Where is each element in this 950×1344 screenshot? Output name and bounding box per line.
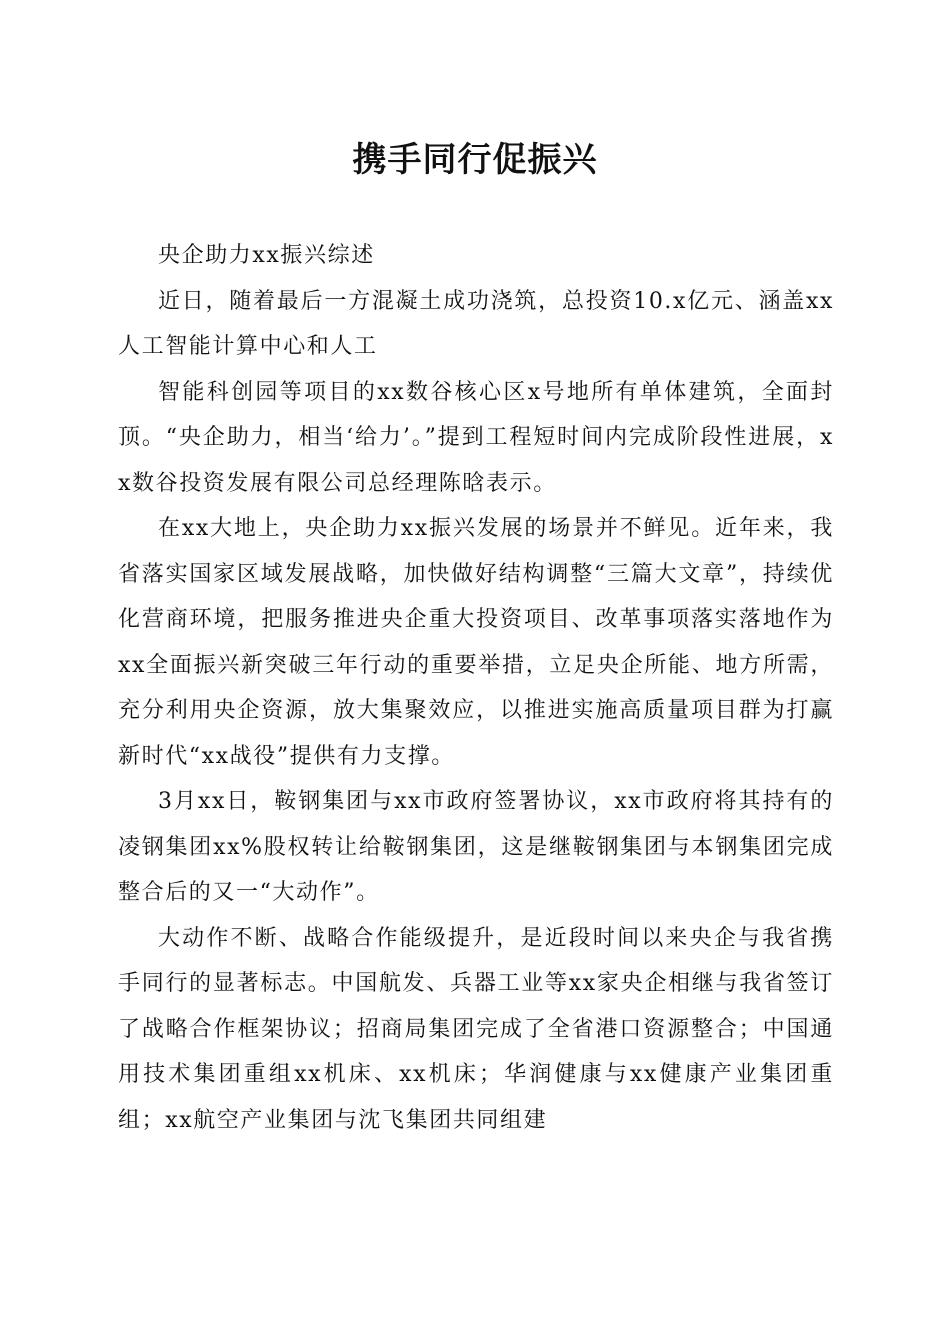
- paragraph: 在xx大地上，央企助力xx振兴发展的场景并不鲜见。近年来，我省落实国家区域发展战略，加快做好结构调整“三篇大文章”，持续优化营商环境，把服务推进央企重大投资项目、改革事项落实落地作为xx全面振兴新突破三年行动的重要举措，立足央企所能、地方所需，充分利用央企资源，放大集聚效应，以推进实施高质量项目群为打赢新时代“xx战役”提供有力支撑。: [118, 516, 834, 769]
- document-title: 携手同行促振兴: [352, 140, 598, 180]
- document-body: [118, 233, 834, 1143]
- paragraph: 大动作不断、战略合作能级提升，是近段时间以来央企与我省携手同行的显著标志。中国航发、兵器工业等xx家央企相继与我省签订了战略合作框架协议；招商局集团完成了全省港口资源整合；中国通用技术集团重组xx机床、xx机床；华润健康与xx健康产业集团重组；xx航空产业集团与沈飞集团共同组建: [118, 925, 834, 1133]
- paragraph: 3月xx日，鞍钢集团与xx市政府签署协议，xx市政府将其持有的凌钢集团xx%股权转让给鞍钢集团，这是继鞍钢集团与本钢集团完成整合后的又一“大动作”。: [118, 789, 834, 905]
- paragraph: 智能科创园等项目的xx数谷核心区x号地所有单体建筑，全面封顶。“央企助力，相当‘给力’。”提到工程短时间内完成阶段性进展，xx数谷投资发展有限公司总经理陈晗表示。: [118, 379, 834, 496]
- subtitle-paragraph: 央企助力xx振兴综述: [158, 243, 375, 268]
- paragraph: 近日，随着最后一方混凝土成功浇筑，总投资10.x亿元、涵盖xx人工智能计算中心和人工: [118, 288, 834, 359]
